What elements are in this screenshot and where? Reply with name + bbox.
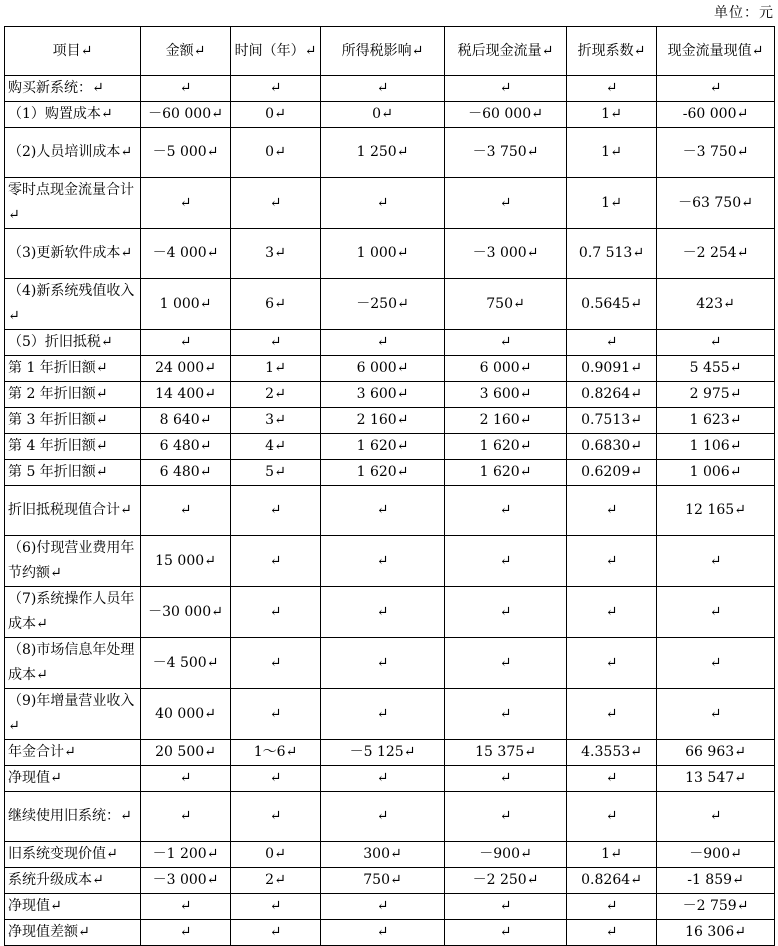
cell-tax-effect: ↵	[321, 894, 445, 920]
cell-discount-factor: 0.6830↵	[567, 434, 657, 460]
cell-discount-factor: 1↵	[567, 842, 657, 868]
cell-item: 继续使用旧系统：↵	[5, 792, 141, 842]
cell-tax-effect: 6 000↵	[321, 356, 445, 382]
cell-amount: ↵	[141, 76, 231, 102]
header-present-value: 现金流量现值↵	[657, 27, 775, 76]
cell-tax-effect: ↵	[321, 766, 445, 792]
cell-discount-factor: 0.7 513↵	[567, 229, 657, 279]
cell-present-value: －900↵	[657, 842, 775, 868]
cell-after-tax-cash-flow: ↵	[445, 638, 567, 689]
cell-time: 3↵	[231, 408, 321, 434]
cell-tax-effect: 1 000↵	[321, 229, 445, 279]
cell-after-tax-cash-flow: －3 750↵	[445, 128, 567, 178]
table-row	[5, 102, 775, 128]
cell-item: （9)年增量营业收入↵	[5, 689, 141, 740]
cell-discount-factor: ↵	[567, 638, 657, 689]
table-row	[5, 178, 775, 229]
cell-tax-effect: ↵	[321, 178, 445, 229]
cell-time: ↵	[231, 920, 321, 946]
cell-amount: 6 480↵	[141, 460, 231, 486]
cell-amount: 6 480↵	[141, 434, 231, 460]
table-row	[5, 279, 775, 330]
cell-time: 5↵	[231, 460, 321, 486]
table-row	[5, 434, 775, 460]
cell-present-value: ↵	[657, 792, 775, 842]
cell-item: 净现值↵	[5, 894, 141, 920]
cell-time: 2↵	[231, 382, 321, 408]
cell-after-tax-cash-flow: －60 000↵	[445, 102, 567, 128]
cell-tax-effect: ↵	[321, 76, 445, 102]
cell-item: （4)新系统残值收入↵	[5, 279, 141, 330]
cell-amount: －60 000↵	[141, 102, 231, 128]
cell-discount-factor: ↵	[567, 792, 657, 842]
cell-tax-effect: ↵	[321, 689, 445, 740]
cell-present-value: 423↵	[657, 279, 775, 330]
cell-time: ↵	[231, 76, 321, 102]
table-row	[5, 356, 775, 382]
unit-label: 单位：元	[714, 5, 774, 21]
cell-tax-effect: 300↵	[321, 842, 445, 868]
cell-amount: 40 000↵	[141, 689, 231, 740]
cell-amount: 15 000↵	[141, 536, 231, 587]
cell-tax-effect: ↵	[321, 638, 445, 689]
cell-after-tax-cash-flow: ↵	[445, 486, 567, 536]
cell-present-value: －2 254↵	[657, 229, 775, 279]
cell-tax-effect: ↵	[321, 536, 445, 587]
cell-discount-factor: 0.5645↵	[567, 279, 657, 330]
cell-amount: －4 500↵	[141, 638, 231, 689]
cell-amount: ↵	[141, 178, 231, 229]
cell-present-value: ↵	[657, 587, 775, 638]
cell-present-value: 13 547↵	[657, 766, 775, 792]
cell-after-tax-cash-flow: 15 375↵	[445, 740, 567, 766]
cell-tax-effect: 2 160↵	[321, 408, 445, 434]
cell-discount-factor: ↵	[567, 689, 657, 740]
cell-time: 2↵	[231, 868, 321, 894]
cell-time: 0↵	[231, 842, 321, 868]
table-row	[5, 689, 775, 740]
cell-discount-factor: 0.9091↵	[567, 356, 657, 382]
cell-after-tax-cash-flow: ↵	[445, 76, 567, 102]
cell-item: 年金合计↵	[5, 740, 141, 766]
cell-present-value: 66 963↵	[657, 740, 775, 766]
cell-time: ↵	[231, 792, 321, 842]
cell-present-value: －3 750↵	[657, 128, 775, 178]
table-row	[5, 740, 775, 766]
cell-time: 4↵	[231, 434, 321, 460]
cell-item: 净现值差额↵	[5, 920, 141, 946]
cell-present-value: 16 306↵	[657, 920, 775, 946]
cell-present-value: 1 106↵	[657, 434, 775, 460]
cell-tax-effect: ↵	[321, 920, 445, 946]
cell-tax-effect: 1 620↵	[321, 434, 445, 460]
table-row	[5, 842, 775, 868]
cell-amount: 1 000↵	[141, 279, 231, 330]
cell-discount-factor: ↵	[567, 486, 657, 536]
cell-present-value: -1 859↵	[657, 868, 775, 894]
cell-discount-factor: ↵	[567, 587, 657, 638]
table-row	[5, 460, 775, 486]
cell-item: 旧系统变现价值↵	[5, 842, 141, 868]
cell-after-tax-cash-flow: －900↵	[445, 842, 567, 868]
cell-time: ↵	[231, 766, 321, 792]
cell-amount: 8 640↵	[141, 408, 231, 434]
cell-item: （7)系统操作人员年成本↵	[5, 587, 141, 638]
cell-present-value: ↵	[657, 76, 775, 102]
cell-discount-factor: ↵	[567, 766, 657, 792]
cell-present-value: 5 455↵	[657, 356, 775, 382]
table-row	[5, 330, 775, 356]
header-after-tax-cash-flow: 税后现金流量↵	[445, 27, 567, 76]
cell-item: 系统升级成本↵	[5, 868, 141, 894]
cell-present-value: 12 165↵	[657, 486, 775, 536]
cell-tax-effect: －250↵	[321, 279, 445, 330]
cell-discount-factor: 0.6209↵	[567, 460, 657, 486]
cell-time: 3↵	[231, 229, 321, 279]
cell-after-tax-cash-flow: ↵	[445, 178, 567, 229]
header-tax-effect: 所得税影响↵	[321, 27, 445, 76]
cell-time: ↵	[231, 330, 321, 356]
cell-item: （3)更新软件成本↵	[5, 229, 141, 279]
cell-time: ↵	[231, 587, 321, 638]
header-time: 时间（年）↵	[231, 27, 321, 76]
cell-item: （8)市场信息年处理成本↵	[5, 638, 141, 689]
cell-time: ↵	[231, 894, 321, 920]
table-row	[5, 766, 775, 792]
table-row	[5, 128, 775, 178]
cell-time: 0↵	[231, 128, 321, 178]
cell-discount-factor: ↵	[567, 330, 657, 356]
cell-tax-effect: 3 600↵	[321, 382, 445, 408]
cell-tax-effect: ↵	[321, 587, 445, 638]
cell-discount-factor: 1↵	[567, 128, 657, 178]
cell-item: （5）折旧抵税↵	[5, 330, 141, 356]
cell-amount: －4 000↵	[141, 229, 231, 279]
cell-time: ↵	[231, 486, 321, 536]
cell-item: 零时点现金流量合计↵	[5, 178, 141, 229]
cell-present-value: 2 975↵	[657, 382, 775, 408]
cash-flow-table	[4, 26, 775, 946]
cell-after-tax-cash-flow: 6 000↵	[445, 356, 567, 382]
cell-time: 6↵	[231, 279, 321, 330]
header-item: 项目↵	[5, 27, 141, 76]
cell-after-tax-cash-flow: 2 160↵	[445, 408, 567, 434]
table-row	[5, 638, 775, 689]
cell-discount-factor: ↵	[567, 894, 657, 920]
cell-amount: 20 500↵	[141, 740, 231, 766]
cell-time: ↵	[231, 536, 321, 587]
table-row	[5, 76, 775, 102]
cell-amount: ↵	[141, 486, 231, 536]
table-row	[5, 792, 775, 842]
cell-item: （2)人员培训成本↵	[5, 128, 141, 178]
cell-time: 1～6↵	[231, 740, 321, 766]
cell-item: 净现值↵	[5, 766, 141, 792]
cell-discount-factor: 0.8264↵	[567, 868, 657, 894]
table-row	[5, 587, 775, 638]
cell-amount: －30 000↵	[141, 587, 231, 638]
cell-amount: ↵	[141, 792, 231, 842]
cell-amount: 14 400↵	[141, 382, 231, 408]
cell-tax-effect: 750↵	[321, 868, 445, 894]
cell-time: ↵	[231, 178, 321, 229]
cell-tax-effect: 1 620↵	[321, 460, 445, 486]
cell-after-tax-cash-flow: ↵	[445, 536, 567, 587]
cell-tax-effect: ↵	[321, 792, 445, 842]
cell-present-value: －63 750↵	[657, 178, 775, 229]
cell-tax-effect: ↵	[321, 330, 445, 356]
cell-after-tax-cash-flow: ↵	[445, 330, 567, 356]
cell-item: 第 5 年折旧额↵	[5, 460, 141, 486]
table-row	[5, 894, 775, 920]
cell-present-value: ↵	[657, 536, 775, 587]
header-amount: 金额↵	[141, 27, 231, 76]
cell-amount: －5 000↵	[141, 128, 231, 178]
table-row	[5, 536, 775, 587]
cell-tax-effect: 1 250↵	[321, 128, 445, 178]
cell-amount: 24 000↵	[141, 356, 231, 382]
cell-after-tax-cash-flow: 1 620↵	[445, 434, 567, 460]
cell-tax-effect: －5 125↵	[321, 740, 445, 766]
cell-discount-factor: 1↵	[567, 102, 657, 128]
cell-discount-factor: ↵	[567, 536, 657, 587]
table-row	[5, 229, 775, 279]
cell-after-tax-cash-flow: ↵	[445, 587, 567, 638]
cell-item: 第 2 年折旧额↵	[5, 382, 141, 408]
cell-present-value: ↵	[657, 638, 775, 689]
cell-discount-factor: 0.8264↵	[567, 382, 657, 408]
cell-item: 第 4 年折旧额↵	[5, 434, 141, 460]
cell-amount: ↵	[141, 894, 231, 920]
cell-discount-factor: 1↵	[567, 178, 657, 229]
cell-amount: ↵	[141, 766, 231, 792]
cell-time: ↵	[231, 689, 321, 740]
cell-time: 1↵	[231, 356, 321, 382]
table-body	[5, 27, 775, 946]
cell-after-tax-cash-flow: －2 250↵	[445, 868, 567, 894]
table-row	[5, 408, 775, 434]
cell-present-value: ↵	[657, 689, 775, 740]
header-discount-factor: 折现系数↵	[567, 27, 657, 76]
cell-item: （1）购置成本↵	[5, 102, 141, 128]
cell-discount-factor: ↵	[567, 76, 657, 102]
cell-item: 第 1 年折旧额↵	[5, 356, 141, 382]
cell-present-value: 1 006↵	[657, 460, 775, 486]
cell-present-value: 1 623↵	[657, 408, 775, 434]
cell-amount: －3 000↵	[141, 868, 231, 894]
cell-discount-factor: 0.7513↵	[567, 408, 657, 434]
cell-item: （6)付现营业费用年节约额↵	[5, 536, 141, 587]
cell-tax-effect: ↵	[321, 486, 445, 536]
table-row	[5, 920, 775, 946]
cell-discount-factor: 4.3553↵	[567, 740, 657, 766]
cell-tax-effect: 0↵	[321, 102, 445, 128]
cell-time: 0↵	[231, 102, 321, 128]
table-row	[5, 382, 775, 408]
cell-after-tax-cash-flow: ↵	[445, 894, 567, 920]
cell-after-tax-cash-flow: 750↵	[445, 279, 567, 330]
cell-item: 第 3 年折旧额↵	[5, 408, 141, 434]
cell-after-tax-cash-flow: ↵	[445, 689, 567, 740]
cell-after-tax-cash-flow: ↵	[445, 792, 567, 842]
cell-amount: ↵	[141, 920, 231, 946]
table-row	[5, 868, 775, 894]
cell-after-tax-cash-flow: 1 620↵	[445, 460, 567, 486]
cell-amount: ↵	[141, 330, 231, 356]
cell-item: 购买新系统：↵	[5, 76, 141, 102]
cell-time: ↵	[231, 638, 321, 689]
table-row	[5, 486, 775, 536]
cell-present-value: -60 000↵	[657, 102, 775, 128]
cell-after-tax-cash-flow: ↵	[445, 920, 567, 946]
header-row	[5, 27, 775, 76]
cell-discount-factor: ↵	[567, 920, 657, 946]
cell-item: 折旧抵税现值合计↵	[5, 486, 141, 536]
cell-after-tax-cash-flow: 3 600↵	[445, 382, 567, 408]
cell-after-tax-cash-flow: ↵	[445, 766, 567, 792]
cell-present-value: ↵	[657, 330, 775, 356]
cell-amount: －1 200↵	[141, 842, 231, 868]
cell-present-value: －2 759↵	[657, 894, 775, 920]
cell-after-tax-cash-flow: －3 000↵	[445, 229, 567, 279]
